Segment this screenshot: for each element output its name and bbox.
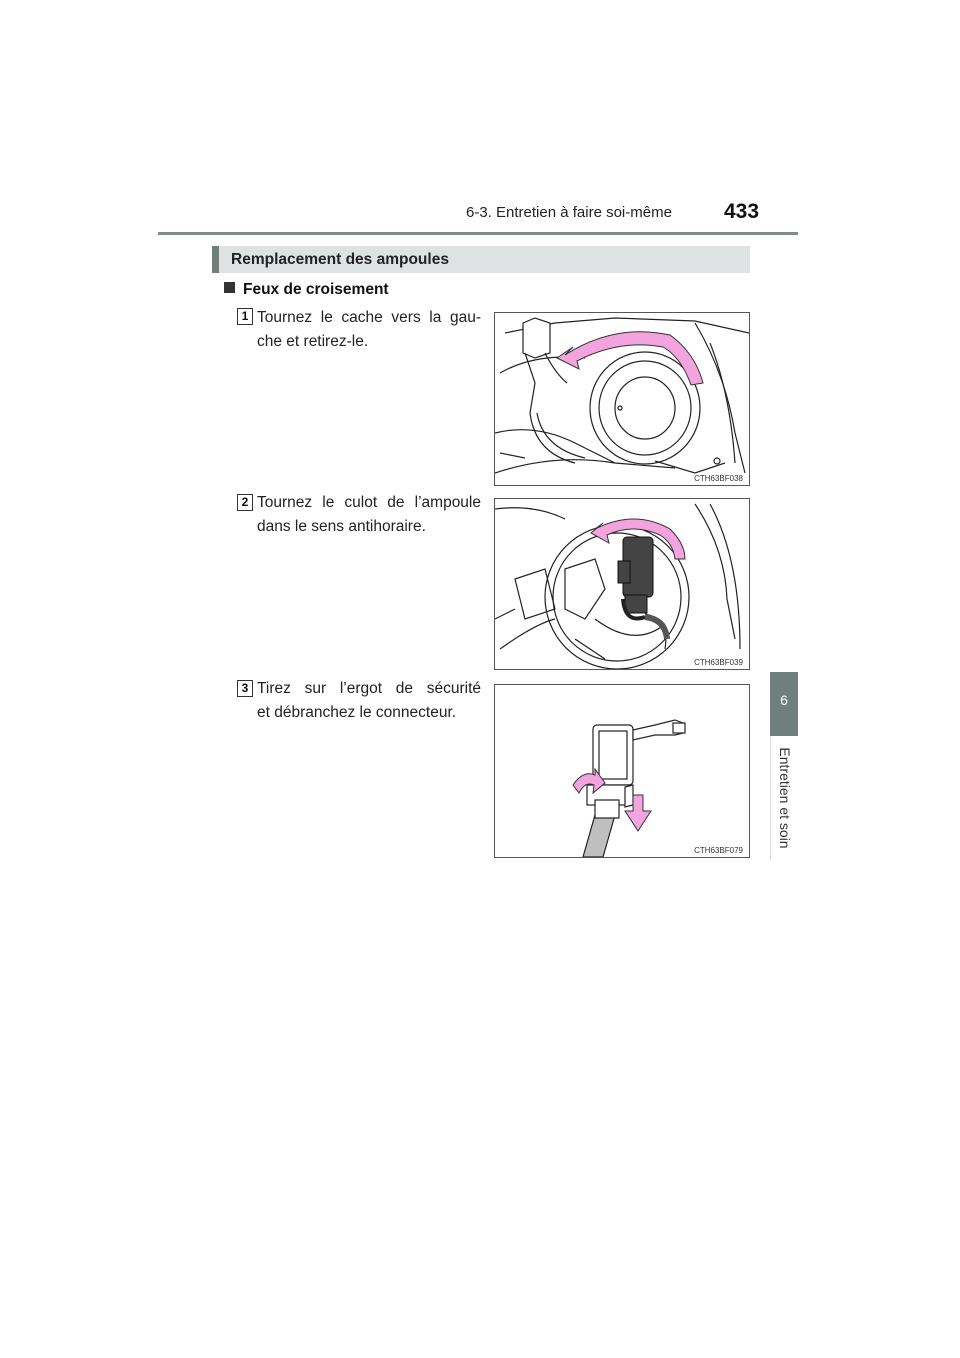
chapter-number: 6 [780, 692, 788, 708]
page-number: 433 [724, 200, 760, 223]
step-3-line-2: et débranchez le connecteur. [257, 704, 457, 721]
step-number-2: 2 [237, 494, 253, 511]
headlight-cover-illustration [495, 313, 749, 485]
section-title-bar [212, 246, 750, 273]
figure-code-2: CTH63BF039 [694, 658, 743, 667]
figure-step-3 [494, 684, 750, 858]
step-text-2 [257, 491, 481, 539]
bulb-base-illustration [495, 499, 749, 669]
step-2-line-1: Tournez le culot de l’ampoule [257, 494, 481, 511]
subsection-heading [224, 281, 389, 299]
section-breadcrumb: 6-3. Entretien à faire soi-même [466, 204, 672, 221]
step-text-1 [257, 306, 481, 354]
step-number-3: 3 [237, 680, 253, 697]
subsection-title: Feux de croisement [243, 281, 389, 298]
step-text-3 [257, 677, 481, 725]
step-1-line-1: Tournez le cache vers la gau- [257, 309, 481, 326]
section-title: Remplacement des ampoules [231, 251, 449, 268]
step-2-line-2: dans le sens antihoraire. [257, 518, 426, 535]
chapter-tab[interactable] [770, 672, 798, 736]
figure-step-2 [494, 498, 750, 670]
figure-code-1: CTH63BF038 [694, 474, 743, 483]
figure-step-1 [494, 312, 750, 486]
step-1-line-2: che et retirez-le. [257, 333, 369, 350]
header-divider [158, 232, 798, 235]
chapter-tab-label [770, 736, 799, 860]
connector-release-illustration [495, 685, 749, 857]
step-3-line-1: Tirez sur l’ergot de sécurité [257, 680, 481, 697]
square-bullet-icon [224, 282, 235, 293]
chapter-label: Entretien et soin [777, 747, 793, 849]
step-number-1: 1 [237, 308, 253, 325]
figure-code-3: CTH63BF079 [694, 846, 743, 855]
